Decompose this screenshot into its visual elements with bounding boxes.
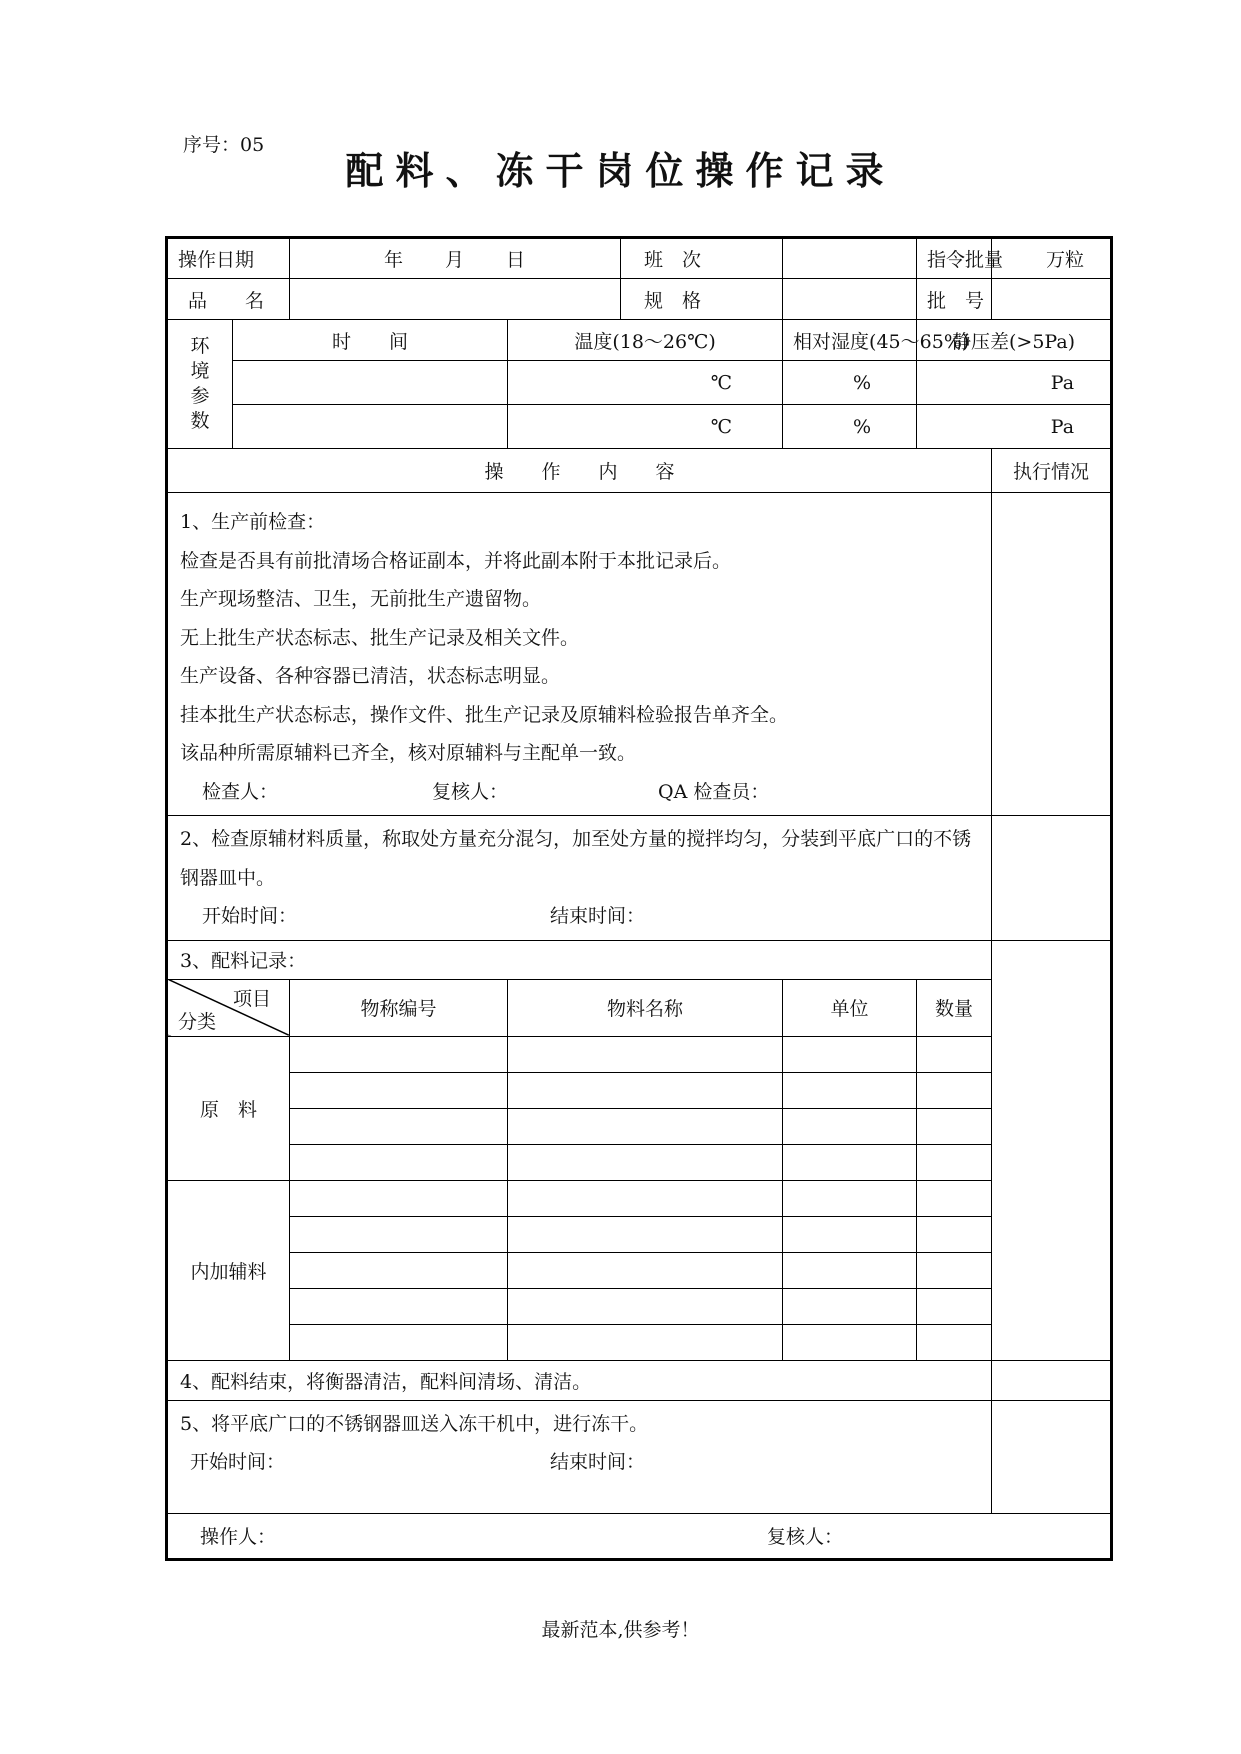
step1-line: 挂本批生产状态标志，操作文件、批生产记录及原辅料检验报告单齐全。 bbox=[180, 703, 789, 726]
start-time-label: 开始时间： bbox=[190, 1451, 286, 1473]
material-code-cell[interactable] bbox=[290, 1288, 508, 1324]
env-temp-field[interactable]: ℃ bbox=[508, 361, 783, 405]
material-code-cell[interactable] bbox=[290, 1216, 508, 1252]
step1-line: 生产现场整洁、卫生，无前批生产遗留物。 bbox=[180, 588, 542, 610]
step2-execution-field[interactable] bbox=[992, 816, 1112, 941]
qa-inspector-label: QA 检查员： bbox=[658, 780, 770, 803]
spec-field[interactable] bbox=[783, 279, 917, 320]
step3-title: 3、配料记录： bbox=[167, 940, 992, 979]
env-humidity-header: 相对湿度(45～65%) bbox=[783, 320, 917, 361]
step4-cleanup: 4、配料结束，将衡器清洁，配料间清场、清洁。 bbox=[167, 1360, 992, 1400]
step1-execution-field[interactable] bbox=[992, 493, 1112, 816]
signoff-row bbox=[167, 1513, 1112, 1559]
material-code-cell[interactable] bbox=[290, 1108, 508, 1144]
corner-item-label: 项目 bbox=[233, 987, 272, 1010]
batch-number-field[interactable] bbox=[992, 279, 1112, 320]
shift-field[interactable] bbox=[783, 238, 917, 279]
step1-title: 1、生产前检查： bbox=[180, 511, 326, 533]
env-params-label: 环境参数 bbox=[167, 320, 233, 449]
step1-line: 该品种所需原辅料已齐全，核对原辅料与主配单一致。 bbox=[180, 742, 637, 764]
material-code-cell[interactable] bbox=[290, 1324, 508, 1360]
end-time-label: 结束时间： bbox=[550, 1451, 646, 1473]
material-name-cell[interactable] bbox=[508, 1288, 783, 1324]
material-name-cell[interactable] bbox=[508, 1144, 783, 1180]
env-humidity-field[interactable]: % bbox=[783, 361, 917, 405]
operation-content-header: 操 作 内 容 bbox=[167, 449, 992, 493]
material-name-cell[interactable] bbox=[508, 1108, 783, 1144]
order-qty-unit[interactable]: 万粒 bbox=[992, 238, 1112, 279]
material-name-cell[interactable] bbox=[508, 1036, 783, 1072]
internal-excipient-label: 内加辅料 bbox=[167, 1180, 290, 1360]
step5-freeze-dry bbox=[167, 1400, 992, 1513]
product-name-field[interactable] bbox=[290, 279, 621, 320]
quantity-cell[interactable] bbox=[917, 1144, 992, 1180]
shift-label: 班 次 bbox=[621, 238, 783, 279]
material-name-cell[interactable] bbox=[508, 1324, 783, 1360]
product-name-label: 品 名 bbox=[167, 279, 290, 320]
step5-execution-field[interactable] bbox=[992, 1400, 1112, 1513]
env-time-field[interactable] bbox=[233, 405, 508, 449]
step3-execution-field[interactable] bbox=[992, 940, 1112, 1360]
signoff-reviewer-label: 复核人： bbox=[767, 1526, 844, 1548]
quantity-cell[interactable] bbox=[917, 1288, 992, 1324]
env-humidity-field[interactable]: % bbox=[783, 405, 917, 449]
op-date-label: 操作日期 bbox=[167, 238, 290, 279]
step2-text: 2、检查原辅材料质量，称取处方量充分混匀，加至处方量的搅拌均匀，分装到平底广口的不锈钢器皿中。 bbox=[180, 828, 972, 889]
unit-cell[interactable] bbox=[783, 1072, 917, 1108]
op-date-field[interactable] bbox=[290, 238, 621, 279]
env-pressure-field[interactable]: Pa bbox=[917, 361, 1112, 405]
material-name-cell[interactable] bbox=[508, 1072, 783, 1108]
execution-status-header: 执行情况 bbox=[992, 449, 1112, 493]
material-code-cell[interactable] bbox=[290, 1180, 508, 1216]
env-time-header: 时 间 bbox=[233, 320, 508, 361]
unit-cell[interactable] bbox=[783, 1216, 917, 1252]
col-material-name: 物料名称 bbox=[508, 979, 783, 1036]
corner-category-label: 分类 bbox=[178, 1010, 217, 1033]
raw-material-label: 原 料 bbox=[167, 1036, 290, 1180]
env-pressure-header: 静压差(>5Pa) bbox=[917, 320, 1112, 361]
material-name-cell[interactable] bbox=[508, 1216, 783, 1252]
env-temp-field[interactable]: ℃ bbox=[508, 405, 783, 449]
batch-number-label: 批 号 bbox=[917, 279, 992, 320]
quantity-cell[interactable] bbox=[917, 1324, 992, 1360]
step1-line: 无上批生产状态标志、批生产记录及相关文件。 bbox=[180, 626, 580, 649]
unit-cell[interactable] bbox=[783, 1180, 917, 1216]
quantity-cell[interactable] bbox=[917, 1216, 992, 1252]
footer-note: 最新范本,供参考！ bbox=[541, 1619, 700, 1641]
unit-cell[interactable] bbox=[783, 1108, 917, 1144]
year-label: 年 bbox=[384, 249, 404, 271]
inspector-label: 检查人： bbox=[202, 780, 279, 803]
env-time-field[interactable] bbox=[233, 361, 508, 405]
unit-cell[interactable] bbox=[783, 1144, 917, 1180]
unit-cell[interactable] bbox=[783, 1324, 917, 1360]
end-time-label: 结束时间： bbox=[550, 905, 646, 927]
step1-pre-production-check bbox=[167, 493, 992, 816]
env-temp-header: 温度(18～26℃) bbox=[508, 320, 783, 361]
col-quantity: 数量 bbox=[917, 979, 992, 1036]
env-pressure-field[interactable]: Pa bbox=[917, 405, 1112, 449]
unit-cell[interactable] bbox=[783, 1288, 917, 1324]
step1-line: 检查是否具有前批清场合格证副本，并将此副本附于本批记录后。 bbox=[180, 549, 732, 572]
start-time-label: 开始时间： bbox=[202, 905, 298, 927]
material-name-cell[interactable] bbox=[508, 1252, 783, 1288]
material-code-cell[interactable] bbox=[290, 1036, 508, 1072]
material-code-cell[interactable] bbox=[290, 1252, 508, 1288]
quantity-cell[interactable] bbox=[917, 1036, 992, 1072]
spec-label: 规 格 bbox=[621, 279, 783, 320]
unit-cell[interactable] bbox=[783, 1036, 917, 1072]
category-item-corner-cell bbox=[167, 979, 290, 1036]
step2-weigh-mix bbox=[167, 816, 992, 941]
serial-number: 序号：05 bbox=[183, 134, 265, 156]
quantity-cell[interactable] bbox=[917, 1252, 992, 1288]
operation-record-table bbox=[165, 236, 1113, 1561]
unit-cell[interactable] bbox=[783, 1252, 917, 1288]
month-label: 月 bbox=[445, 249, 465, 271]
material-code-cell[interactable] bbox=[290, 1072, 508, 1108]
material-code-cell[interactable] bbox=[290, 1144, 508, 1180]
step1-line: 生产设备、各种容器已清洁，状态标志明显。 bbox=[180, 665, 561, 687]
day-label: 日 bbox=[506, 249, 526, 271]
order-qty-label: 指令批量 bbox=[917, 238, 992, 279]
col-material-code: 物称编号 bbox=[290, 979, 508, 1036]
quantity-cell[interactable] bbox=[917, 1180, 992, 1216]
material-name-cell[interactable] bbox=[508, 1180, 783, 1216]
operator-label: 操作人： bbox=[200, 1526, 277, 1548]
step5-text: 5、将平底广口的不锈钢器皿送入冻干机中，进行冻干。 bbox=[180, 1412, 649, 1435]
quantity-cell[interactable] bbox=[917, 1108, 992, 1144]
col-unit: 单位 bbox=[783, 979, 917, 1036]
reviewer-label: 复核人： bbox=[432, 780, 509, 803]
quantity-cell[interactable] bbox=[917, 1072, 992, 1108]
step4-execution-field[interactable] bbox=[992, 1360, 1112, 1400]
page-title: 配料、冻干岗位操作记录 bbox=[345, 149, 896, 193]
